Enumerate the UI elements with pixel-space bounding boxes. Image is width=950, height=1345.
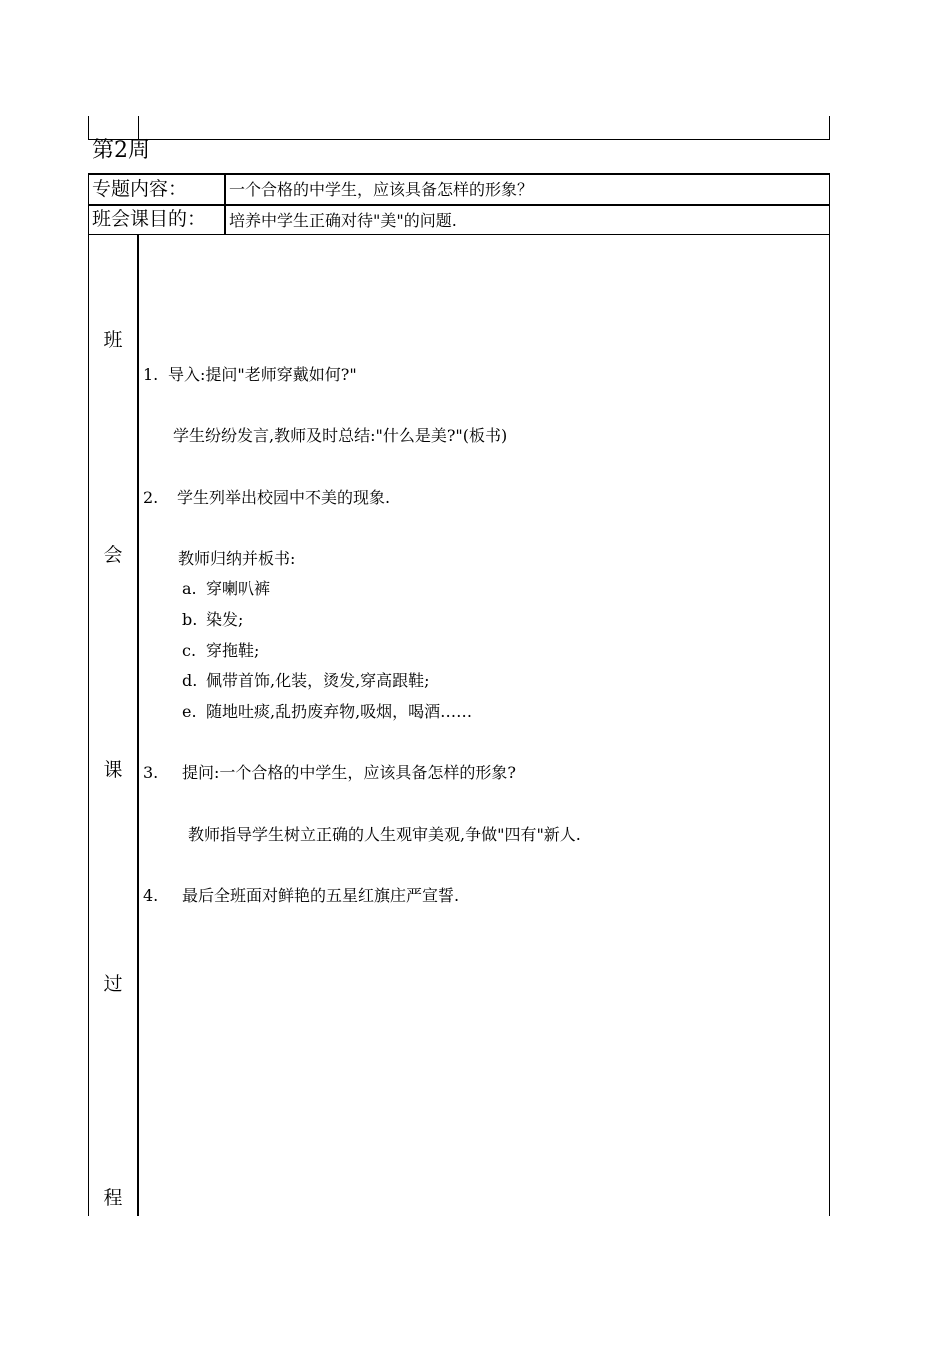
topic-value: 一个合格的中学生，应该具备怎样的形象？ (229, 180, 534, 199)
list-item-mark: d. (182, 671, 198, 690)
step-2-text: 学生列举出校园中不美的现象. (177, 488, 391, 507)
step-1-note: 学生纷纷发言,教师及时总结:"什么是美?"(板书) (173, 426, 508, 445)
list-item: 穿拖鞋; (206, 641, 260, 660)
top-table-bottom-border (88, 139, 830, 140)
list-item: 染发; (206, 610, 244, 629)
table-right-border (829, 173, 830, 1216)
step-4-text: 最后全班面对鲜艳的五星红旗庄严宣誓. (182, 886, 460, 905)
week-heading: 第2周 (92, 138, 150, 163)
topic-label: 专题内容： (92, 178, 188, 200)
table-top-border (88, 173, 830, 175)
list-item-mark: c. (182, 641, 197, 660)
list-item: 随地吐痰,乱扔废弃物,吸烟，喝酒…… (206, 702, 473, 721)
step-4-number: 4. (143, 886, 159, 905)
list-item: 佩带首饰,化装，烫发,穿高跟鞋; (206, 671, 430, 690)
row-divider-2 (88, 234, 830, 235)
list-item-mark: b. (182, 610, 198, 629)
label-column-divider (224, 173, 226, 235)
list-item-mark: a. (182, 579, 197, 598)
process-label-char-2: 会 (103, 544, 123, 566)
process-label-char-4: 过 (103, 973, 123, 995)
step-1-text: 导入:提问"老师穿戴如何?" (168, 365, 357, 384)
top-table-left-border (88, 116, 89, 140)
purpose-value: 培养中学生正确对待"美"的问题. (229, 211, 457, 230)
step-1-number: 1. (143, 365, 159, 384)
top-table-right-border (829, 116, 830, 140)
step-3-number: 3. (143, 763, 159, 782)
process-label-char-1: 班 (103, 329, 123, 351)
process-label-char-5: 程 (103, 1187, 123, 1209)
list-item: 穿喇叭裤 (206, 579, 271, 598)
process-label-char-3: 课 (103, 759, 123, 781)
step-3-note: 教师指导学生树立正确的人生观审美观,争做"四有"新人. (188, 825, 581, 844)
process-column-divider (137, 234, 139, 1216)
step-2-note: 教师归纳并板书: (178, 549, 296, 568)
step-3-text: 提问:一个合格的中学生，应该具备怎样的形象? (182, 763, 516, 782)
step-2-number: 2. (143, 488, 159, 507)
purpose-label: 班会课目的： (92, 208, 207, 230)
list-item-mark: e. (182, 702, 197, 721)
